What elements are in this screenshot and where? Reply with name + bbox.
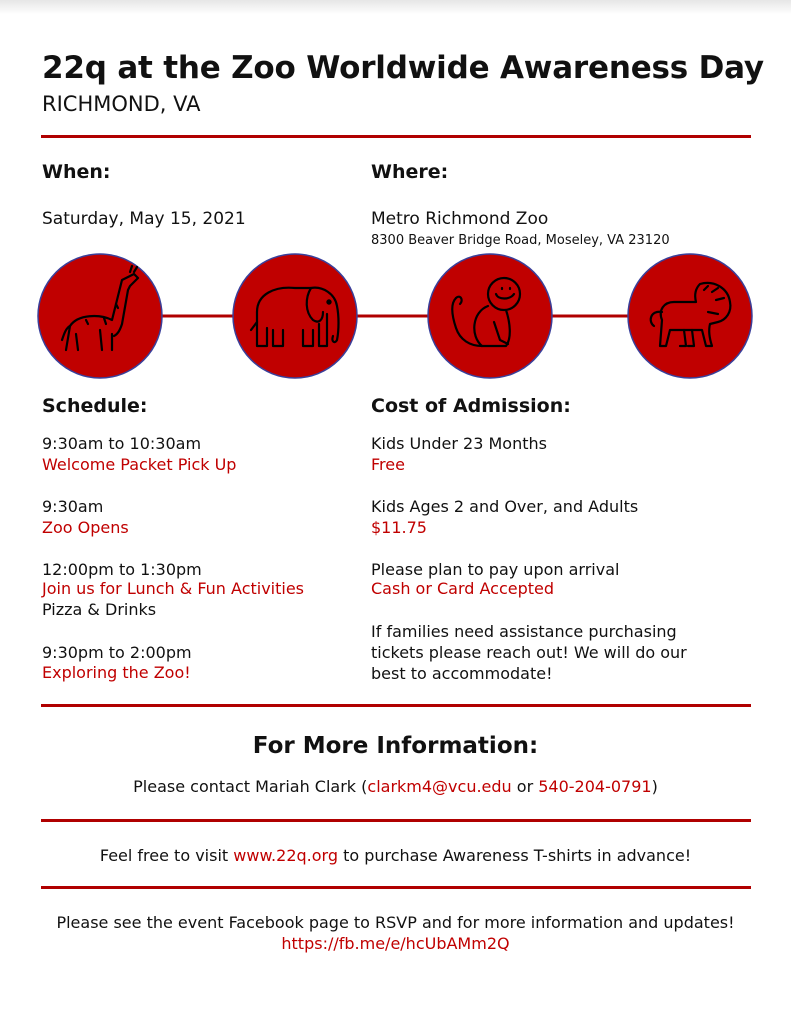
- page-subtitle: RICHMOND, VA: [42, 92, 201, 116]
- schedule-item-event: Welcome Packet Pick Up: [42, 455, 237, 474]
- shirts-line: [0, 845, 791, 866]
- venue-name: Metro Richmond Zoo: [371, 209, 549, 229]
- contact-or: or: [511, 777, 539, 796]
- divider: [41, 704, 751, 707]
- elephant-icon: [233, 254, 357, 378]
- more-info-heading: For More Information:: [252, 733, 539, 759]
- admission-kids-under-price: Free: [371, 455, 405, 474]
- schedule-item-time: 9:30am: [42, 497, 104, 516]
- schedule-item-time: 9:30pm to 2:00pm: [42, 643, 192, 662]
- shirts-website-link[interactable]: www.22q.org: [233, 846, 338, 865]
- admission-assist-line: best to accommodate!: [371, 664, 553, 683]
- giraffe-icon: [38, 254, 162, 378]
- shirts-suffix: to purchase Awareness T-shirts in advance!: [337, 846, 692, 865]
- where-label: Where:: [371, 161, 449, 183]
- admission-adults: Kids Ages 2 and Over, and Adults: [371, 497, 639, 516]
- admission-assist-line: tickets please reach out! We will do our: [371, 643, 687, 662]
- admission-pay-note: Please plan to pay upon arrival: [371, 560, 620, 579]
- contact-line: [0, 776, 791, 797]
- lion-icon: [628, 254, 752, 378]
- shirts-prefix: Feel free to visit: [99, 846, 234, 865]
- schedule-item-event: Exploring the Zoo!: [42, 663, 191, 682]
- contact-phone-link[interactable]: 540-204-0791: [538, 777, 652, 796]
- schedule-item-event: Zoo Opens: [42, 518, 129, 537]
- when-label: When:: [42, 161, 111, 183]
- page-title: 22q at the Zoo Worldwide Awareness Day: [42, 50, 764, 86]
- divider: [41, 135, 751, 138]
- schedule-label: Schedule:: [42, 395, 148, 417]
- venue-address: 8300 Beaver Bridge Road, Moseley, VA 23120: [371, 233, 670, 248]
- schedule-item-note: Pizza & Drinks: [42, 600, 157, 619]
- facebook-link[interactable]: https://fb.me/e/hcUbAMm2Q: [281, 934, 510, 953]
- schedule-item-time: 12:00pm to 1:30pm: [42, 560, 202, 579]
- admission-label: Cost of Admission:: [371, 395, 571, 417]
- schedule-item-time: 9:30am to 10:30am: [42, 434, 202, 453]
- animal-icons-row: [37, 253, 753, 381]
- admission-adults-price: $11.75: [371, 518, 427, 537]
- contact-prefix: Please contact Mariah Clark (: [133, 777, 368, 796]
- divider: [41, 819, 751, 822]
- divider: [41, 886, 751, 889]
- facebook-text: Please see the event Facebook page to RSVP and for more information and updates!: [56, 913, 735, 932]
- contact-email-link[interactable]: clarkm4@vcu.edu: [367, 777, 512, 796]
- monkey-icon: [428, 254, 552, 378]
- admission-assist-line: If families need assistance purchasing: [371, 622, 677, 641]
- event-date: Saturday, May 15, 2021: [42, 209, 246, 229]
- admission-kids-under: Kids Under 23 Months: [371, 434, 547, 453]
- window-top-edge: [0, 0, 791, 14]
- schedule-item-event: Join us for Lunch & Fun Activities: [42, 579, 305, 598]
- admission-pay-methods: Cash or Card Accepted: [371, 579, 555, 598]
- contact-suffix: ): [651, 777, 658, 796]
